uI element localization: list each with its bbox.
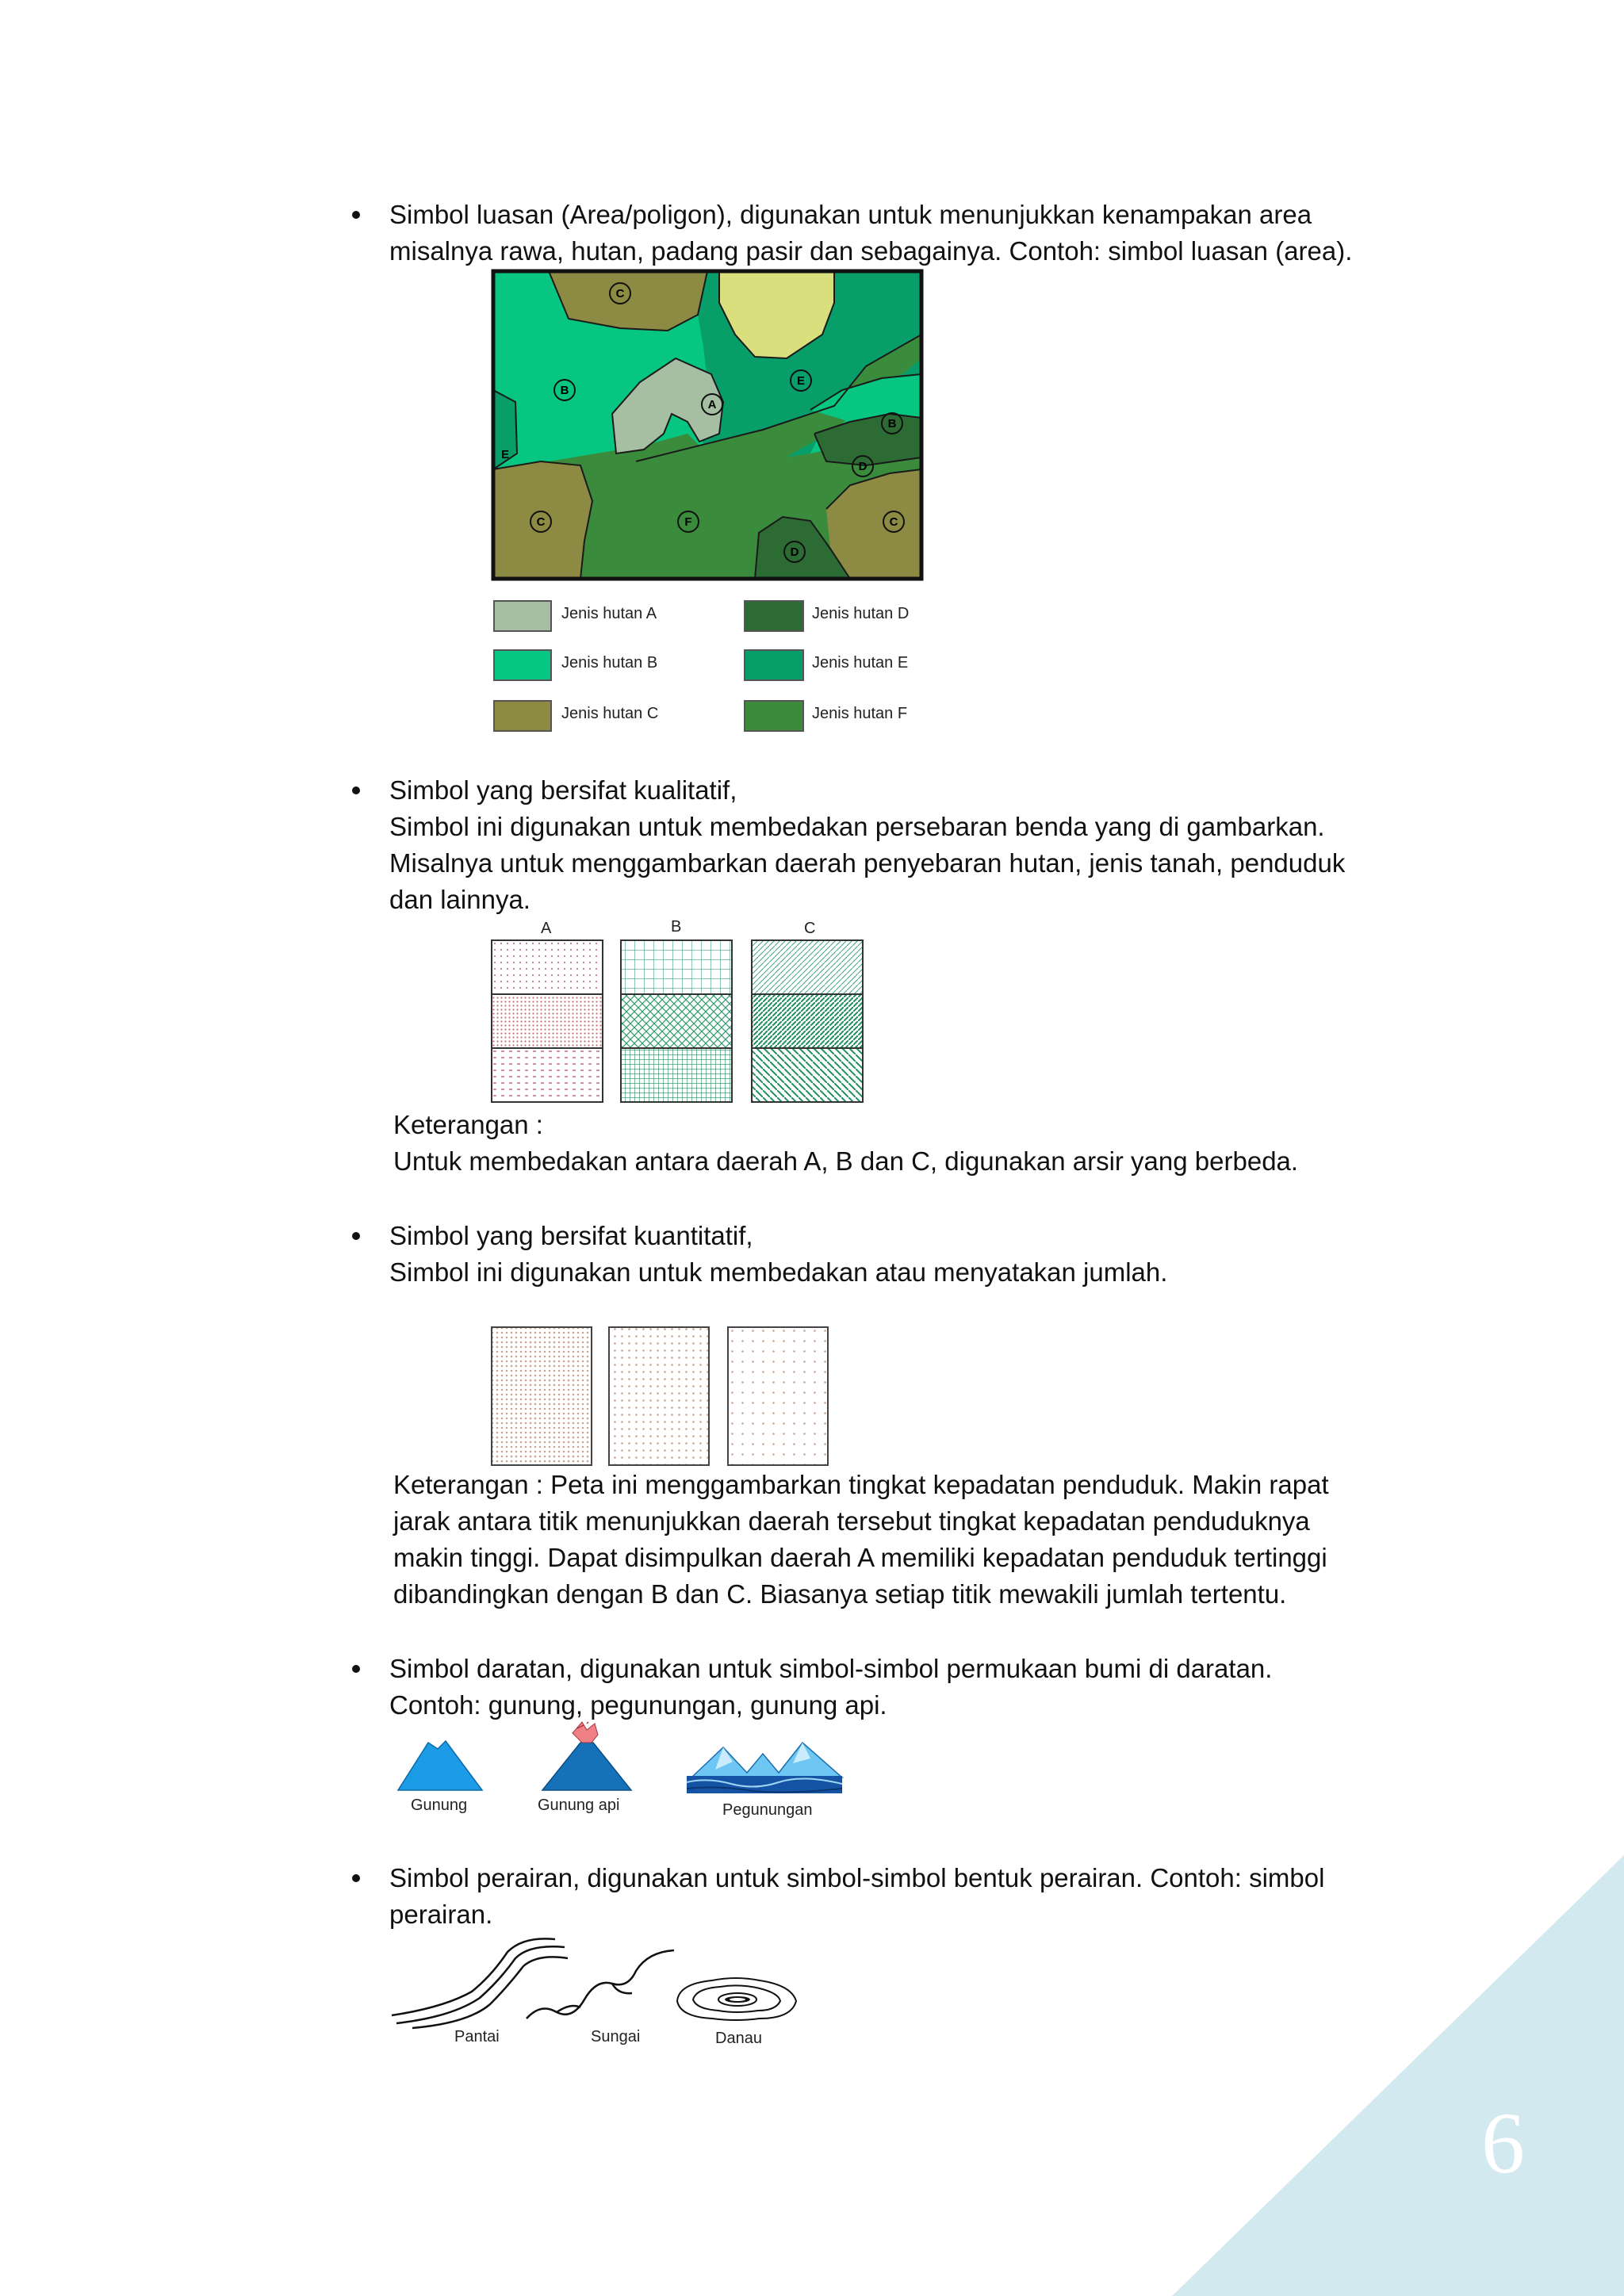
svg-text:F: F	[684, 515, 692, 529]
bullet	[352, 1232, 360, 1240]
qualitative-note-title: Keterangan :	[393, 1110, 543, 1139]
mountain-range-icon	[684, 1738, 842, 1801]
qualitative-text-line-2: Simbol ini digunakan untuk membedakan persebaran benda yang di gambarkan.	[389, 812, 1325, 841]
river-label: Sungai	[591, 2028, 641, 2045]
bullet	[352, 1665, 360, 1673]
svg-text:B: B	[560, 384, 569, 397]
mountain-icon	[396, 1738, 484, 1793]
mountain-range-label: Pegunungan	[722, 1801, 813, 1819]
bullet	[352, 211, 360, 219]
volcano-label: Gunung api	[538, 1797, 620, 1814]
svg-text:D: D	[858, 460, 868, 473]
river-icon	[525, 1947, 684, 2026]
legend-label: Jenis hutan B	[561, 654, 658, 672]
svg-text:D: D	[790, 545, 799, 559]
quantitative-note-line-2: jarak antara titik menunjukkan daerah tersebut tingkat kepadatan penduduknya	[393, 1506, 1310, 1536]
svg-text:A: A	[707, 398, 717, 411]
legend-label: Jenis hutan C	[561, 705, 659, 722]
coast-label: Pantai	[454, 2028, 500, 2045]
legend-label: Jenis hutan F	[812, 705, 908, 722]
quantitative-text-line-1: Simbol yang bersifat kuantitatif,	[389, 1221, 753, 1250]
area-text-line-1: Simbol luasan (Area/poligon), digunakan untuk menunjukkan kenampakan area	[389, 200, 1312, 229]
hatch-column-label-a: A	[541, 920, 552, 937]
map-label-e2	[501, 448, 509, 461]
legend-swatch	[493, 600, 552, 632]
lake-label: Danau	[715, 2030, 762, 2047]
svg-text:C: C	[536, 515, 546, 529]
svg-text:C: C	[615, 287, 625, 300]
density-symbols	[490, 1326, 831, 1468]
legend-label: Jenis hutan D	[812, 605, 910, 622]
quantitative-note-line-1: Keterangan : Peta ini menggambarkan tingkat kepadatan penduduk. Makin rapat	[393, 1470, 1329, 1499]
hatch-column-label-b: B	[671, 918, 682, 936]
bullet	[352, 1874, 360, 1882]
qualitative-text-line-1: Simbol yang bersifat kualitatif,	[389, 775, 737, 805]
quantitative-note-line-3: makin tinggi. Dapat disimpulkan daerah A memiliki kepadatan penduduk tertinggi	[393, 1543, 1327, 1572]
bullet	[352, 786, 360, 794]
volcano-icon	[539, 1722, 634, 1793]
svg-text:E: E	[796, 374, 806, 388]
area-text-line-2: misalnya rawa, hutan, padang pasir dan sebagainya. Contoh: simbol luasan (area).	[389, 236, 1353, 266]
hatch-column-label-c: C	[804, 920, 816, 937]
legend-label: Jenis hutan E	[812, 654, 909, 672]
qualitative-text-line-4: dan lainnya.	[389, 885, 530, 914]
legend-label: Jenis hutan A	[561, 605, 657, 622]
quantitative-text-line-2: Simbol ini digunakan untuk membedakan atau menyatakan jumlah.	[389, 1257, 1168, 1287]
qualitative-text-line-3: Misalnya untuk menggambarkan daerah penyebaran hutan, jenis tanah, penduduk	[389, 848, 1346, 878]
qualitative-note-body: Untuk membedakan antara daerah A, B dan C, digunakan arsir yang berbeda.	[393, 1146, 1299, 1176]
legend-swatch	[744, 700, 804, 732]
legend-swatch	[744, 649, 804, 681]
legend-swatch	[744, 600, 804, 632]
hatch-symbols	[492, 940, 872, 1107]
lake-icon	[672, 1973, 807, 2028]
svg-text:C: C	[889, 515, 898, 529]
water-text-line-2: perairan.	[389, 1900, 493, 1929]
svg-text:B: B	[887, 417, 897, 430]
water-text-line-1: Simbol perairan, digunakan untuk simbol-simbol bentuk perairan. Contoh: simbol	[389, 1863, 1325, 1892]
legend-swatch	[493, 700, 552, 732]
mountain-label: Gunung	[411, 1797, 468, 1814]
land-text-line-2: Contoh: gunung, pegunungan, gunung api.	[389, 1690, 887, 1720]
legend-swatch	[493, 649, 552, 681]
svg-text:E: E	[500, 448, 510, 461]
forest-area-map	[493, 271, 921, 580]
quantitative-note-line-4: dibandingkan dengan B dan C. Biasanya setiap titik mewakili jumlah tertentu.	[393, 1579, 1287, 1609]
page-number: 6	[1481, 2095, 1525, 2191]
land-text-line-1: Simbol daratan, digunakan untuk simbol-simbol permukaan bumi di daratan.	[389, 1654, 1273, 1683]
